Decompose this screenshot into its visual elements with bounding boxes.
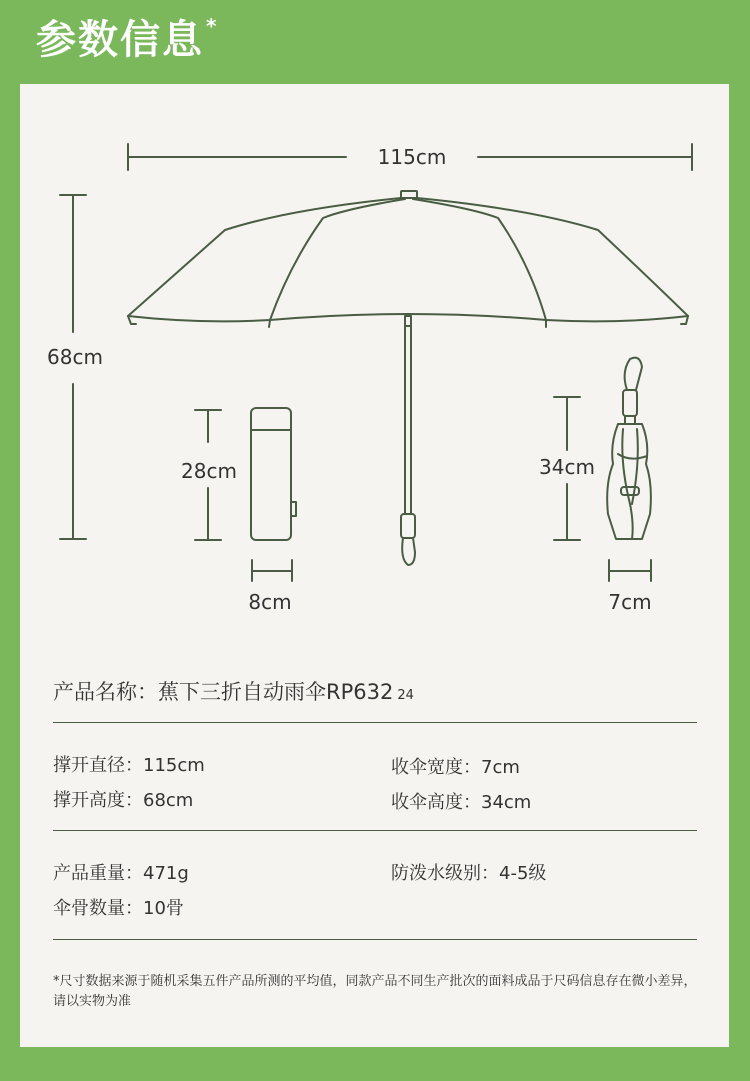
umbrella-diagram [20,84,729,644]
product-name-suffix: 24 [397,688,414,703]
page-title: 参数信息 * [36,14,219,63]
spec-folded-height: 收伞高度：34cm [391,792,532,813]
open-width-label: 115cm [377,145,447,169]
divider [53,722,697,723]
divider [53,830,697,831]
folded-height-label: 34cm [539,455,595,479]
spec-ribs: 伞骨数量：10骨 [53,898,184,919]
umbrella-case-icon [195,408,296,581]
open-umbrella-icon [128,191,688,565]
footnote: *尺寸数据来源于随机采集五件产品所测的平均值，同款产品不同生产批次的面料成品于尺码信息存在微小差异，请以实物为准 [53,974,697,1009]
open-height-label: 68cm [47,345,103,369]
spec-weight: 产品重量：471g [53,863,189,884]
divider [53,939,697,940]
spec-open-diameter: 撑开直径：115cm [53,755,205,776]
spec-waterproof: 防泼水级别：4-5级 [391,863,547,884]
spec-open-height: 撑开高度：68cm [53,790,194,811]
spec-folded-width: 收伞宽度：7cm [391,757,520,778]
folded-width-label: 7cm [608,590,652,614]
case-height-label: 28cm [181,459,237,483]
spec-panel [20,84,729,1047]
case-width-label: 8cm [248,590,292,614]
title-asterisk: * [206,14,219,38]
product-name: 产品名称：蕉下三折自动雨伞RP632 24 [53,680,414,704]
